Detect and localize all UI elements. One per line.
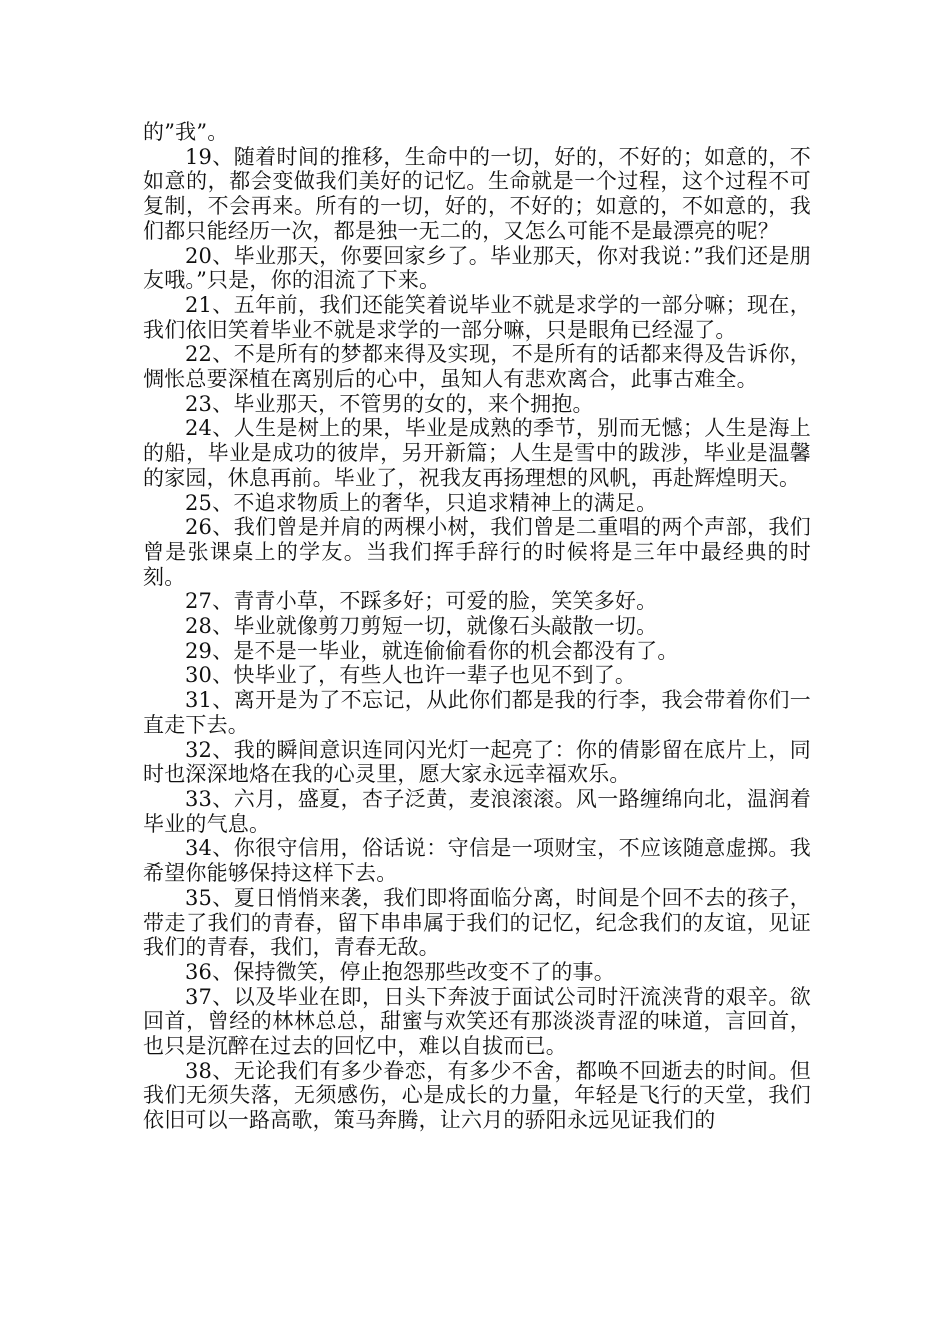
paragraph-33: 33、六月，盛夏，杏子泛黄，麦浪滚滚。风一路缠绵向北，温润着毕业的气息。 xyxy=(143,786,811,836)
paragraph-37: 37、以及毕业在即，日头下奔波于面试公司时汗流浃背的艰辛。欲回首，曾经的林林总总，甜蜜与欢笑还有那淡淡青涩的味道，言回首，也只是沉醉在过去的回忆中，难以自拔而已。 xyxy=(143,984,811,1059)
paragraph-29: 29、是不是一毕业，就连偷偷看你的机会都没有了。 xyxy=(185,638,679,663)
paragraph-38: 38、无论我们有多少眷恋，有多少不舍，都唤不回逝去的时间。但我们无须失落，无须感伤，心是成长的力量，年轻是飞行的天堂，我们依旧可以一路高歌，策马奔腾，让六月的骄阳永远见证我们的 xyxy=(143,1058,811,1133)
paragraph-19: 19、随着时间的推移，生命中的一切，好的，不好的；如意的，不如意的，都会变做我们美好的记忆。生命就是一个过程，这个过程不可复制，不会再来。所有的一切，好的，不好的；如意的，不如意的，我们都只能经历一次，都是独一无二的，又怎么可能不是最漂亮的呢？ xyxy=(143,144,811,243)
paragraph-36: 36、保持微笑，停止抱怨那些改变不了的事。 xyxy=(185,959,615,984)
paragraph-34: 34、你很守信用，俗话说：守信是一项财宝，不应该随意虚掷。我希望你能够保持这样下去。 xyxy=(143,836,811,886)
paragraph-28: 28、毕业就像剪刀剪短一切，就像石头敲散一切。 xyxy=(185,614,658,639)
paragraph-30: 30、快毕业了，有些人也许一辈子也见不到了。 xyxy=(185,663,637,688)
paragraph-20: 20、毕业那天，你要回家乡了。毕业那天，你对我说：”我们还是朋友哦。”只是，你的泪流了下来。 xyxy=(143,243,811,293)
paragraph-35: 35、夏日悄悄来袭，我们即将面临分离，时间是个回不去的孩子，带走了我们的青春，留下串串属于我们的记忆，纪念我们的友谊，见证我们的青春，我们，青春无敌。 xyxy=(143,885,811,960)
paragraph-24: 24、人生是树上的果，毕业是成熟的季节，别而无憾；人生是海上的船，毕业是成功的彼岸，另开新篇；人生是雪中的跋涉，毕业是温馨的家园，休息再前。毕业了，祝我友再扬理想的风帆，再赴辉煌明天。 xyxy=(143,416,811,490)
document-body xyxy=(143,120,811,1133)
paragraph-32: 32、我的瞬间意识连同闪光灯一起亮了：你的倩影留在底片上，同时也深深地烙在我的心灵里，愿大家永远幸福欢乐。 xyxy=(143,737,811,787)
paragraph-27: 27、青青小草，不踩多好；可爱的脸，笑笑多好。 xyxy=(185,589,658,614)
paragraph-23: 23、毕业那天，不管男的女的，来个拥抱。 xyxy=(185,391,594,416)
paragraph-31: 31、离开是为了不忘记，从此你们都是我的行李，我会带着你们一直走下去。 xyxy=(143,688,811,737)
paragraph-21: 21、五年前，我们还能笑着说毕业不就是求学的一部分嘛；现在，我们依旧笑着毕业不就是求学的一部分嘛，只是眼角已经湿了。 xyxy=(143,292,811,342)
paragraph-continuation: 的”我”。 xyxy=(143,120,229,144)
paragraph-22: 22、不是所有的梦都来得及实现，不是所有的话都来得及告诉你，惆怅总要深植在离别后的心中，虽知人有悲欢离合，此事古难全。 xyxy=(143,342,811,392)
paragraph-25: 25、不追求物质上的奢华，只追求精神上的满足。 xyxy=(185,490,658,515)
paragraph-26: 26、我们曾是并肩的两棵小树，我们曾是二重唱的两个声部，我们曾是张课桌上的学友。当我们挥手辞行的时候将是三年中最经典的时刻。 xyxy=(143,515,811,589)
